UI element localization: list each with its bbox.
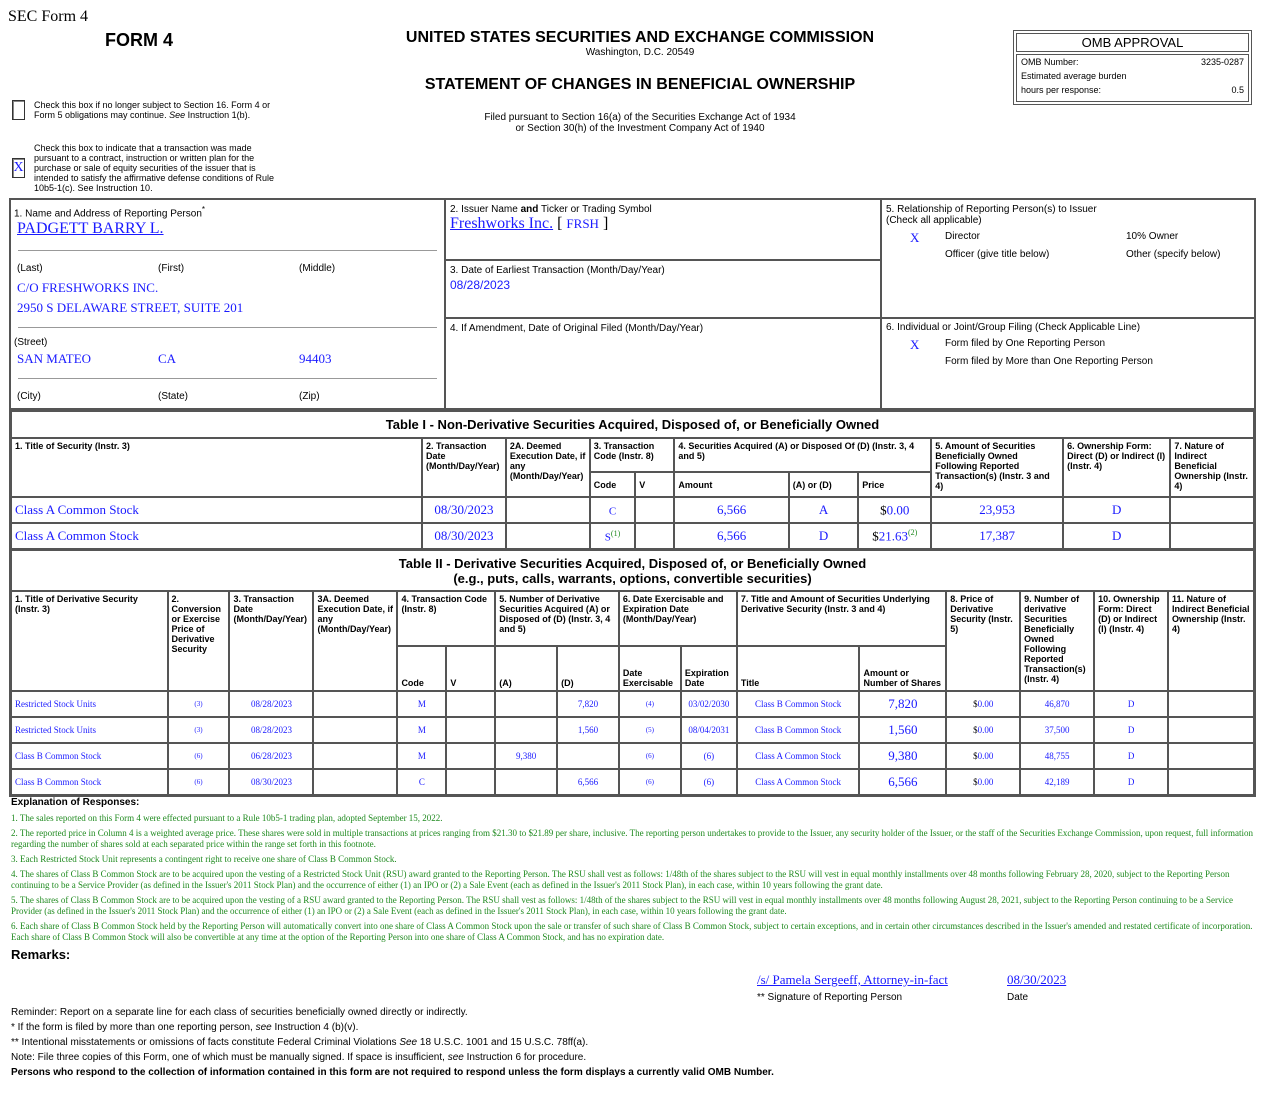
- reminder-text: Reminder: Report on a separate line for each class of securities beneficially owned directly or indirectly.: [11, 1007, 468, 1018]
- omb-hours: 0.5: [1231, 85, 1244, 95]
- omb-notice: Persons who respond to the collection of information contained in this form are not required to respond unless the form displays a currently valid OMB Number.: [11, 1067, 774, 1078]
- footnote-criminal-violations: ** Intentional misstatements or omissions of facts constitute Federal Criminal Violations See 18 U.S.C. 1001 and 15 U.S.C. 78ff(a).: [11, 1037, 589, 1048]
- derivative-owned: 37,500: [1020, 717, 1094, 743]
- derivative-price: $0.00: [946, 769, 1020, 795]
- zip-label: (Zip): [299, 391, 320, 402]
- transaction-date: 08/30/2023: [422, 497, 506, 523]
- acquired-amount: [495, 691, 557, 717]
- underlying-amount: 9,380: [859, 743, 946, 769]
- statement-heading: STATEMENT OF CHANGES IN BENEFICIAL OWNERSHIP: [424, 76, 856, 93]
- nature-indirect: [1168, 717, 1254, 743]
- header-derivative-owned: 9. Number of derivative Securities Beneficially Owned Following Reported Transaction(s) (Instr. 4): [1020, 591, 1094, 691]
- director-mark[interactable]: X: [910, 230, 920, 245]
- header-expiration-date: Expiration Date: [681, 646, 737, 691]
- header-title-of-security: 1. Title of Security (Instr. 3): [11, 438, 422, 497]
- ticker-symbol: FRSH: [566, 216, 599, 231]
- asterisk: *: [201, 205, 206, 214]
- ownership-form: D: [1094, 743, 1168, 769]
- filed-line-1: Filed pursuant to Section 16(a) of the Securities Exchange Act of 1934: [484, 112, 796, 123]
- filing-type-label: 6. Individual or Joint/Group Filing (Check Applicable Line): [886, 322, 1141, 333]
- underlying-amount: 7,820: [859, 691, 946, 717]
- transaction-code: C: [397, 769, 446, 795]
- filed-line-2: or Section 30(h) of the Investment Company Act of 1940: [515, 123, 765, 134]
- table-1-non-derivative: [9, 409, 1256, 551]
- earliest-transaction-label: 3. Date of Earliest Transaction (Month/Day/Year): [450, 265, 665, 276]
- amendment-box: [444, 317, 882, 410]
- first-label: (First): [158, 263, 185, 274]
- derivative-owned: 42,189: [1020, 769, 1094, 795]
- ownership-form: D: [1063, 523, 1170, 549]
- header-ownership-form: 10. Ownership Form: Direct (D) or Indirect (I) (Instr. 4): [1094, 591, 1168, 691]
- acquired-amount: [495, 717, 557, 743]
- conversion-price: (3): [168, 717, 230, 743]
- table-2-derivative: [9, 548, 1256, 797]
- amendment-label: 4. If Amendment, Date of Original Filed (Month/Day/Year): [450, 323, 704, 334]
- expiration-date: 08/04/2031: [681, 717, 737, 743]
- nature-indirect: [1168, 769, 1254, 795]
- header-derivative-price: 8. Price of Derivative Security (Instr. 5): [946, 591, 1020, 691]
- header-underlying-securities: 7. Title and Amount of Securities Underlying Derivative Security (Instr. 3 and 4): [737, 591, 946, 646]
- table-1-caption: Table I - Non-Derivative Securities Acquired, Disposed of, or Beneficially Owned: [11, 411, 1254, 438]
- issuer-box: [444, 198, 882, 261]
- transaction-date: 08/30/2023: [422, 523, 506, 549]
- footnote-multiple-persons: * If the form is filed by more than one reporting person, see Instruction 4 (b)(v).: [11, 1022, 359, 1033]
- header-code: Code: [397, 646, 446, 691]
- transaction-date: 08/30/2023: [229, 769, 313, 795]
- header-conversion-price: 2. Conversion or Exercise Price of Derivative Security: [168, 591, 230, 691]
- bracket-open: [: [557, 215, 563, 232]
- deemed-date: [313, 743, 397, 769]
- expiration-date: (6): [681, 743, 737, 769]
- v-flag: [446, 769, 495, 795]
- reporting-person-name-link[interactable]: PADGETT BARRY L.: [17, 220, 164, 237]
- signature-label: ** Signature of Reporting Person: [757, 992, 903, 1003]
- nature-indirect: [1168, 743, 1254, 769]
- header-amount: Amount: [674, 472, 788, 497]
- transaction-date: 08/28/2023: [229, 717, 313, 743]
- omb-number-label: OMB Number:: [1021, 57, 1079, 67]
- v-flag: [446, 717, 495, 743]
- omb-burden-label: Estimated average burden: [1021, 71, 1127, 81]
- header-price: Price: [858, 472, 931, 497]
- disposed-amount: 1,560: [557, 717, 619, 743]
- agency-location: Washington, D.C. 20549: [585, 47, 695, 58]
- expiration-date: (6): [681, 769, 737, 795]
- middle-label: (Middle): [299, 263, 336, 274]
- section16-text: Check this box if no longer subject to Section 16. Form 4 or Form 5 obligations may continue.: [34, 100, 271, 120]
- transaction-code: M: [397, 717, 446, 743]
- nature-indirect: [1170, 523, 1254, 549]
- ownership-form: D: [1094, 717, 1168, 743]
- page-title: SEC Form 4: [8, 8, 89, 25]
- conversion-price: (6): [168, 769, 230, 795]
- deemed-date: [506, 497, 590, 523]
- instruction-text: Instruction 1(b).: [187, 110, 251, 120]
- derivative-owned: 46,870: [1020, 691, 1094, 717]
- table-row: [11, 691, 1254, 717]
- date-exercisable: (4): [619, 691, 681, 717]
- derivative-price: $0.00: [946, 691, 1020, 717]
- explanation-heading: Explanation of Responses:: [11, 797, 140, 808]
- security-title: Class A Common Stock: [11, 497, 422, 523]
- transaction-code: M: [397, 691, 446, 717]
- transaction-code: $S^{(1)}$: [590, 523, 636, 549]
- header-disposed: (D): [557, 646, 619, 691]
- omb-approval-box: [1013, 30, 1252, 105]
- relationship-box: [880, 198, 1256, 319]
- divider: [18, 327, 437, 328]
- header-date-exercisable-expiration: 6. Date Exercisable and Expiration Date (Month/Day/Year): [619, 591, 737, 646]
- expiration-date: 03/02/2030: [681, 691, 737, 717]
- conversion-price: (6): [168, 743, 230, 769]
- header-acquired: (A): [495, 646, 557, 691]
- rule10b5-checkbox[interactable]: X: [12, 158, 25, 178]
- header-transaction-date: 2. Transaction Date (Month/Day/Year): [422, 438, 506, 497]
- header-underlying-amount: Amount or Number of Shares: [859, 646, 946, 691]
- header-nature-indirect: 11. Nature of Indirect Beneficial Ownership (Instr. 4): [1168, 591, 1254, 691]
- header-v: V: [635, 472, 674, 497]
- section16-checkbox[interactable]: [12, 100, 25, 120]
- footnote-copies: Note: File three copies of this Form, one of which must be manually signed. If space is insufficient, see Instruction 6 for procedure.: [11, 1052, 587, 1063]
- filing-type-box: [880, 317, 1256, 410]
- city-label: (City): [17, 391, 41, 402]
- derivative-price: $0.00: [946, 743, 1020, 769]
- one-person-label: Form filed by One Reporting Person: [945, 338, 1106, 349]
- derivative-title: Class B Common Stock: [11, 743, 168, 769]
- header-deemed-date: 3A. Deemed Execution Date, if any (Month/Day/Year): [313, 591, 397, 691]
- v-flag: [446, 691, 495, 717]
- relationship-label: 5. Relationship of Reporting Person(s) to Issuer (Check all applicable): [886, 204, 1097, 226]
- street-label: (Street): [14, 337, 48, 348]
- earliest-transaction-date: 08/28/2023: [450, 278, 511, 292]
- price: $0.00: [858, 497, 931, 523]
- footnote-2: 2. The reported price in Column 4 is a weighted average price. These shares were sold in multiple transactions at prices ranging from $21.30 to $21.89 per share, inclusive. The reporting person undertakes to provide to the Issuer, any security holder of the Issuer, or the staff of the Securities Exchange Commission, upon request, full information regarding the number of shares sold at each separated price within the range set forth in this footnote.: [11, 828, 1254, 849]
- director-label: Director: [945, 231, 981, 242]
- header-transaction-code: 4. Transaction Code (Instr. 8): [397, 591, 495, 646]
- header-securities-acquired: 4. Securities Acquired (A) or Disposed Of (D) (Instr. 3, 4 and 5): [674, 438, 931, 472]
- rule10b5-checkbox-label: Check this box to indicate that a transaction was made pursuant to a contract, instruction or written plan for the purchase or sale of equity securities of the issuer that is intended to satisfy the affirmative defense conditions of Rule 10b5-1(c). See Instruction 10.: [34, 143, 274, 193]
- date-exercisable: (6): [619, 769, 681, 795]
- header-code: Code: [590, 472, 636, 497]
- ownership-form: D: [1094, 691, 1168, 717]
- underlying-title: Class B Common Stock: [737, 691, 860, 717]
- one-person-mark[interactable]: X: [910, 337, 920, 352]
- city: SAN MATEO: [17, 351, 92, 366]
- street-line-2: 2950 S DELAWARE STREET, SUITE 201: [17, 300, 244, 315]
- deemed-date: [313, 691, 397, 717]
- owner10-label: 10% Owner: [1126, 231, 1179, 242]
- security-title: Class A Common Stock: [11, 523, 422, 549]
- disposed-amount: 6,566: [557, 769, 619, 795]
- header-number-derivative: 5. Number of Derivative Securities Acquired (A) or Disposed of (D) (Instr. 3, 4 and 5): [495, 591, 619, 646]
- header-underlying-title: Title: [737, 646, 860, 691]
- transaction-date: 08/28/2023: [229, 691, 313, 717]
- omb-title: OMB APPROVAL: [1016, 33, 1249, 52]
- ownership-form: D: [1063, 497, 1170, 523]
- signature-link[interactable]: /s/ Pamela Sergeeff, Attorney-in-fact: [757, 972, 948, 987]
- header-nature-indirect: 7. Nature of Indirect Beneficial Ownership (Instr. 4): [1170, 438, 1254, 497]
- header-a-or-d: (A) or (D): [789, 472, 859, 497]
- issuer-name-link[interactable]: Freshworks Inc.: [450, 215, 554, 232]
- nature-indirect: [1170, 497, 1254, 523]
- issuer-label: 2. Issuer Name and Ticker or Trading Symbol: [450, 204, 652, 215]
- v-flag: [446, 743, 495, 769]
- header-ownership-form: 6. Ownership Form: Direct (D) or Indirect (I) (Instr. 4): [1063, 438, 1170, 497]
- date-label: Date: [1007, 992, 1029, 1003]
- price: $21.63$^{(2)}$: [858, 523, 931, 549]
- table-2-caption: Table II - Derivative Securities Acquired, Disposed of, or Beneficially Owned (e.g., puts, calls, warrants, options, convertible securities): [11, 550, 1254, 591]
- header-transaction-date: 3. Transaction Date (Month/Day/Year): [229, 591, 313, 691]
- footnote-6: 6. Each share of Class B Common Stock held by the Reporting Person will automatically convert into one share of Class A Common Stock upon the sale or transfer of such share of Class B Common Stock, subject to certain exceptions, and in certain other circumstances described in the Issuer's amended and restated certificate of incorporation. Each share of Class B Common Stock will also be convertible at any time at the option of the Reporting Person into one share of Class A Common Stock, and has no expiration date.: [11, 921, 1253, 942]
- divider: [18, 378, 437, 379]
- omb-hours-label: hours per response:: [1021, 85, 1102, 95]
- underlying-amount: 1,560: [859, 717, 946, 743]
- amount-owned: 17,387: [931, 523, 1063, 549]
- reporting-person-label: 1. Name and Address of Reporting Person*: [14, 205, 206, 220]
- header-deemed-date: 2A. Deemed Execution Date, if any (Month/Day/Year): [506, 438, 590, 497]
- earliest-transaction-box: [444, 259, 882, 319]
- derivative-price: $0.00: [946, 717, 1020, 743]
- table-row: [11, 743, 1254, 769]
- zip: 94403: [299, 351, 332, 366]
- underlying-title: Class A Common Stock: [737, 743, 860, 769]
- reporting-person-box: [9, 198, 446, 410]
- acquired-disposed: D: [789, 523, 859, 549]
- remarks-heading: Remarks:: [11, 947, 71, 962]
- derivative-title: Restricted Stock Units: [11, 717, 168, 743]
- header-derivative-title: 1. Title of Derivative Security (Instr. 3): [11, 591, 168, 691]
- v-flag: [635, 497, 674, 523]
- officer-label: Officer (give title below): [945, 249, 1050, 260]
- header-v: V: [446, 646, 495, 691]
- transaction-date: 06/28/2023: [229, 743, 313, 769]
- v-flag: [635, 523, 674, 549]
- filed-pursuant-text: [380, 112, 900, 134]
- underlying-amount: 6,566: [859, 769, 946, 795]
- conversion-price: (3): [168, 691, 230, 717]
- table-row: [11, 769, 1254, 795]
- deemed-date: [506, 523, 590, 549]
- footnote-3: 3. Each Restricted Stock Unit represents a contingent right to receive one share of Class B Common Stock.: [11, 854, 397, 864]
- state-label: (State): [158, 391, 189, 402]
- amount-owned: 23,953: [931, 497, 1063, 523]
- transaction-code: M: [397, 743, 446, 769]
- signature-date[interactable]: 08/30/2023: [1007, 972, 1067, 987]
- more-persons-label: Form filed by More than One Reporting Person: [945, 356, 1153, 367]
- disposed-amount: [557, 743, 619, 769]
- acquired-amount: [495, 769, 557, 795]
- date-exercisable: (6): [619, 743, 681, 769]
- see-text: See: [169, 110, 186, 120]
- deemed-date: [313, 717, 397, 743]
- derivative-title: Restricted Stock Units: [11, 691, 168, 717]
- section16-checkbox-label: [34, 100, 274, 120]
- divider: [18, 250, 437, 251]
- transaction-code: C: [590, 497, 636, 523]
- explanation-of-responses: [11, 797, 1256, 947]
- underlying-title: Class A Common Stock: [737, 769, 860, 795]
- footnote-4: 4. The shares of Class B Common Stock are to be acquired upon the vesting of a Restricted Stock Unit (RSU) award granted to the Reporting Person. The RSU shall vest as follows: 1/48th of the shares subject to the RSU will vest in equal monthly installments over 48 months following February 28, 2020, subject to the Reporting Person continuing to be a Service Provider (as defined in the Issuer's 2011 Stock Plan) and the occurrence of either (1) an IPO or (2) a Sale Event (each as defined in the Issuer's 2011 Stock Plan), in each case, within 10 years following the grant date.: [11, 869, 1230, 890]
- footnote-5: 5. The shares of Class B Common Stock are to be acquired upon the vesting of a RSU award granted to the Reporting Person. The RSU shall vest as follows: 1/48th of the shares subject to the RSU will vest in equal monthly installments over 48 months following August 28, 2021, subject to the Reporting Person continuing to be a Service Provider (as defined in the Issuer's 2011 Stock Plan) and the occurrence of either (1) an IPO or (2) a Sale Event (each as defined in the Issuer's 2011 Stock Plan), in each case, within 10 years following the grant date.: [11, 895, 1234, 916]
- other-label: Other (specify below): [1126, 249, 1221, 260]
- ownership-form: D: [1094, 769, 1168, 795]
- last-label: (Last): [17, 263, 43, 274]
- omb-number: 3235-0287: [1200, 57, 1244, 67]
- footnote-1: 1. The sales reported on this Form 4 were effected pursuant to a Rule 10b5-1 trading plan, adopted September 15, 2022.: [11, 813, 443, 823]
- table-row: [11, 717, 1254, 743]
- acquired-disposed: A: [789, 497, 859, 523]
- date-exercisable: (5): [619, 717, 681, 743]
- form-name: FORM 4: [105, 30, 174, 50]
- table-row: [11, 497, 1254, 523]
- amount: 6,566: [674, 523, 788, 549]
- disposed-amount: 7,820: [557, 691, 619, 717]
- underlying-title: Class B Common Stock: [737, 717, 860, 743]
- amount: 6,566: [674, 497, 788, 523]
- table-row: [11, 523, 1254, 549]
- street-line-1: C/O FRESHWORKS INC.: [17, 280, 159, 295]
- agency-heading: UNITED STATES SECURITIES AND EXCHANGE COMMISSION: [405, 29, 875, 46]
- header-transaction-code: 3. Transaction Code (Instr. 8): [590, 438, 675, 472]
- deemed-date: [313, 769, 397, 795]
- derivative-title: Class B Common Stock: [11, 769, 168, 795]
- nature-indirect: [1168, 691, 1254, 717]
- acquired-amount: 9,380: [495, 743, 557, 769]
- derivative-owned: 48,755: [1020, 743, 1094, 769]
- header-date-exercisable: Date Exercisable: [619, 646, 681, 691]
- state: CA: [158, 351, 177, 366]
- header-amount-owned: 5. Amount of Securities Beneficially Owned Following Reported Transaction(s) (Instr. 3 and 4): [931, 438, 1063, 497]
- bracket-close: ]: [602, 215, 609, 232]
